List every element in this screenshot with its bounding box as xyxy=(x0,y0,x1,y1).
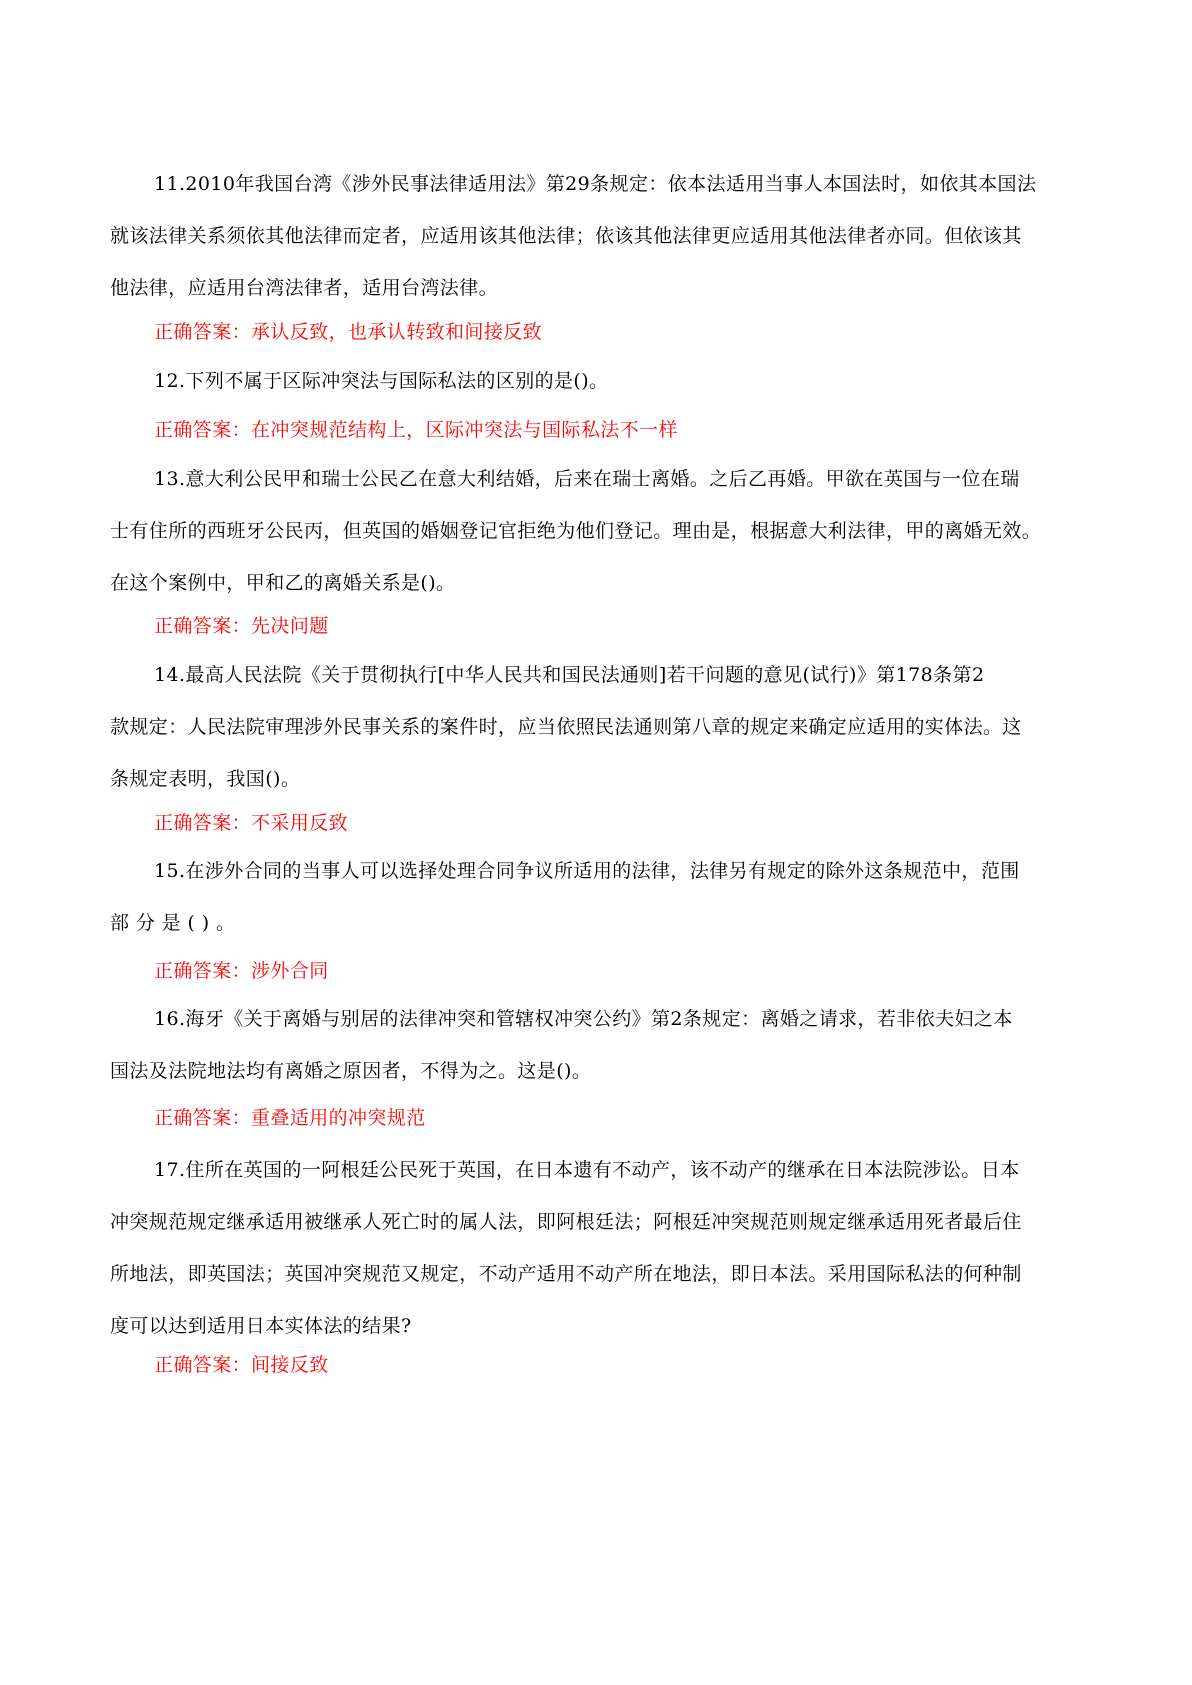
answer-label: 正确答案： xyxy=(154,321,252,343)
question-line: 条规定表明，我国()。 xyxy=(110,768,301,790)
question-line: 冲突规范规定继承适用被继承人死亡时的属人法，即阿根廷法；阿根廷冲突规范则规定继承适用死者最后住 xyxy=(110,1211,1022,1233)
answer-text: 先决问题 xyxy=(251,615,329,637)
question-line: 国法及法院地法均有离婚之原因者，不得为之。这是()。 xyxy=(110,1060,592,1082)
answer-label: 正确答案： xyxy=(154,419,252,441)
answer-text: 不采用反致 xyxy=(251,812,349,834)
question-11 xyxy=(110,158,1100,314)
question-line: 款规定：人民法院审理涉外民事关系的案件时，应当依照民法通则第八章的规定来确定应适用的实体法。这 xyxy=(110,716,1022,738)
answer-text: 涉外合同 xyxy=(251,960,329,982)
answer-label: 正确答案： xyxy=(154,812,252,834)
answer-text: 间接反致 xyxy=(251,1354,329,1376)
answer-label: 正确答案： xyxy=(154,960,252,982)
question-12 xyxy=(110,355,1100,407)
answer-text: 在冲突规范结构上，区际冲突法与国际私法不一样 xyxy=(251,419,678,441)
answer-12 xyxy=(110,404,1100,456)
question-13 xyxy=(110,453,1100,609)
question-line: 他法律，应适用台湾法律者，适用台湾法律。 xyxy=(110,277,499,299)
question-line: 17.住所在英国的一阿根廷公民死于英国，在日本遗有不动产，该不动产的继承在日本法院涉讼。日本 xyxy=(154,1159,1020,1181)
question-line: 所地法，即英国法；英国冲突规范又规定，不动产适用不动产所在地法，即日本法。采用国际私法的何种制 xyxy=(110,1263,1022,1285)
answer-17 xyxy=(110,1339,1100,1391)
question-14 xyxy=(110,649,1100,805)
question-line: 14.最高人民法院《关于贯彻执行[中华人民共和国民法通则]若干问题的意见(试行)》第178条第2 xyxy=(154,664,985,686)
answer-11 xyxy=(110,306,1100,358)
question-15 xyxy=(110,845,1100,949)
question-line: 16.海牙《关于离婚与别居的法律冲突和管辖权冲突公约》第2条规定：离婚之请求，若非依夫妇之本 xyxy=(154,1008,1013,1030)
answer-label: 正确答案： xyxy=(154,615,252,637)
question-line: 在这个案例中，甲和乙的离婚关系是()。 xyxy=(110,572,456,594)
question-line: 就该法律关系须依其他法律而定者，应适用该其他法律；依该其他法律更应适用其他法律者亦同。但依该其 xyxy=(110,225,1022,247)
question-line: 部 分 是 ( ) 。 xyxy=(110,912,236,934)
question-17 xyxy=(110,1144,1100,1352)
answer-15 xyxy=(110,945,1100,997)
question-line: 15.在涉外合同的当事人可以选择处理合同争议所适用的法律，法律另有规定的除外这条规范中，范围 xyxy=(154,860,1020,882)
answer-16 xyxy=(110,1092,1100,1144)
answer-13 xyxy=(110,600,1100,652)
question-line: 度可以达到适用日本实体法的结果? xyxy=(110,1315,412,1337)
answer-text: 重叠适用的冲突规范 xyxy=(251,1107,426,1129)
question-16 xyxy=(110,993,1100,1097)
answer-text: 承认反致，也承认转致和间接反致 xyxy=(251,321,543,343)
question-line: 12.下列不属于区际冲突法与国际私法的区别的是()。 xyxy=(154,370,609,392)
answer-14 xyxy=(110,797,1100,849)
question-line: 13.意大利公民甲和瑞士公民乙在意大利结婚，后来在瑞士离婚。之后乙再婚。甲欲在英国与一位在瑞 xyxy=(154,468,1020,490)
answer-label: 正确答案： xyxy=(154,1107,252,1129)
question-line: 11.2010年我国台湾《涉外民事法律适用法》第29条规定：依本法适用当事人本国法时，如依其本国法 xyxy=(154,173,1037,195)
question-line: 士有住所的西班牙公民丙，但英国的婚姻登记官拒绝为他们登记。理由是，根据意大利法律，甲的离婚无效。 xyxy=(110,520,1042,542)
answer-label: 正确答案： xyxy=(154,1354,252,1376)
